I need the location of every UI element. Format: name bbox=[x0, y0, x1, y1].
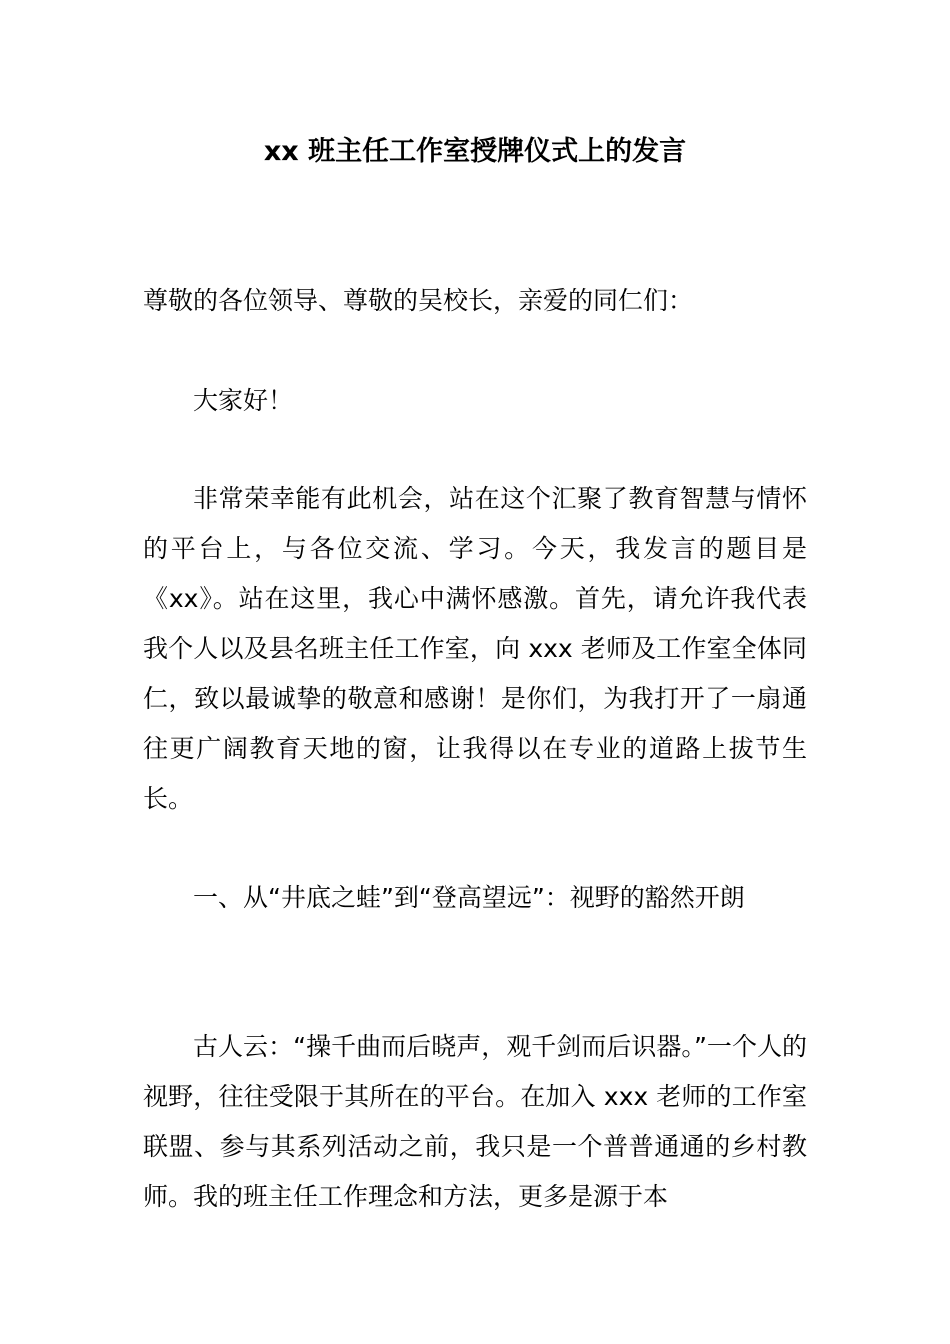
section-heading-1: 一、从“井底之蛙”到“登高望远”：视野的豁然开朗 bbox=[193, 883, 745, 912]
salutation-paragraph: 尊敬的各位领导、尊敬的吴校长，亲爱的同仁们： bbox=[143, 286, 694, 315]
intro-paragraph: 非常荣幸能有此机会，站在这个汇聚了教育智慧与情怀的平台上，与各位交流、学习。今天，我发言的题目是《xx》。站在这里，我心中满怀感激。首先，请允许我代表我个人以及县名班主任工作室，向 xxx 老师及工作室全体同仁，致以最诚挚的敬意和感谢！是你们，为我打开了一扇通往更广阔教育天地的窗，让我得以在专业的道路上拔节生长。 bbox=[143, 484, 807, 813]
document-title: xx 班主任工作室授牌仪式上的发言 bbox=[263, 136, 687, 167]
greeting-paragraph: 大家好！ bbox=[193, 386, 294, 415]
section-1-body-paragraph: 古人云：“操千曲而后晓声，观千剑而后识器。”一个人的视野，往往受限于其所在的平台。在加入 xxx 老师的工作室联盟、参与其系列活动之前，我只是一个普普通通的乡村教师。我的班主任工作理念和方法，更多是源于本 bbox=[143, 1032, 807, 1211]
